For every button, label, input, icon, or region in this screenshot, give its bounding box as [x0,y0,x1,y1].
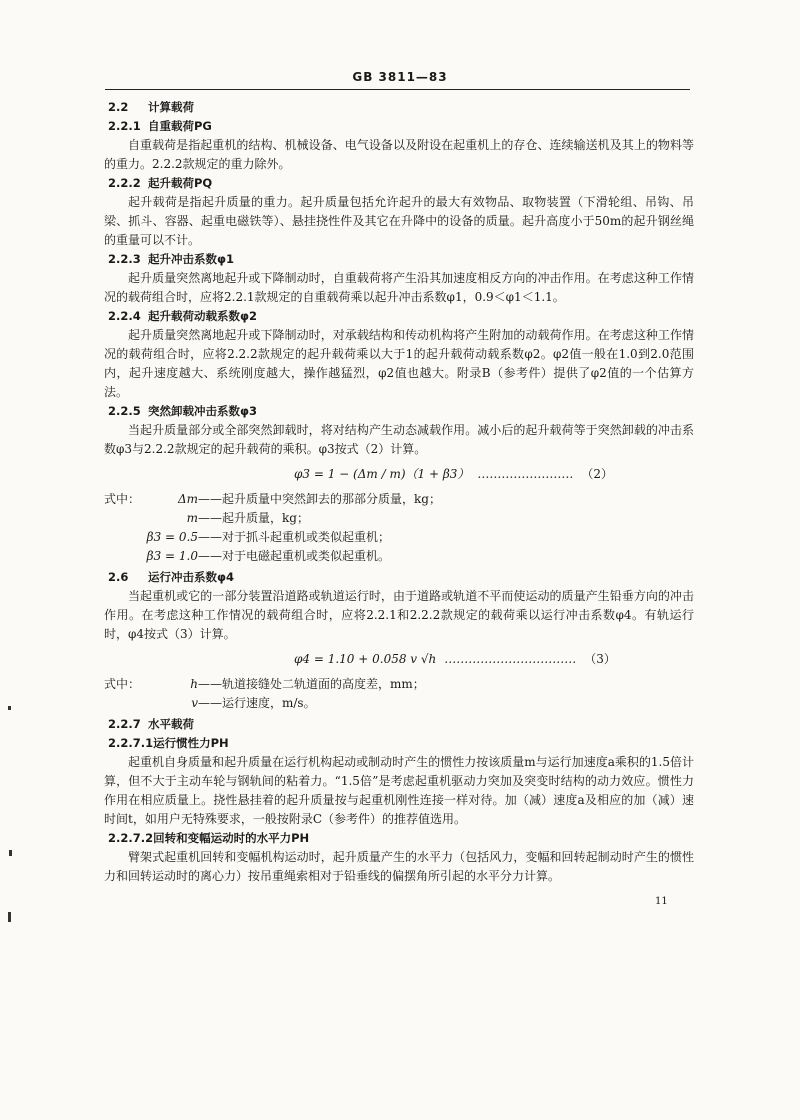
formula-leader-dots: …………………………… [444,652,577,666]
formula-number: （3） [584,652,616,666]
scan-mark [8,706,11,710]
definition-row [104,509,694,528]
section-number: 2.2.3 [108,252,141,266]
paragraph: 起升载荷是指起升质量的重力。起升质量包括允许起升的最大有效物品、取物装置（下滑轮组、吊钩、吊梁、抓斗、容器、起重电磁铁等）、悬挂挠性件及其它在升降中的设备的质量。起升高度小于50m的起升钢丝绳的重量可以不计。 [104,195,694,247]
paragraph: 当起重机或它的一部分装置沿道路或轨道运行时，由于道路或轨道不平而使运动的质量产生铅垂方向的冲击作用。在考虑这种工作情况的载荷组合时，应将2.2.1和2.2.2款规定的载荷乘以运行冲击系数φ4。有轨运行时，φ4按式（3）计算。 [104,589,694,641]
paragraph: 起重机自身质量和起升质量在运行机构起动或制动时产生的惯性力按该质量m与运行加速度a乘积的1.5倍计算，但不大于主动车轮与钢轨间的粘着力。“1.5倍”是考虑起重机驱动力突加及突变时结构的动力效应。惯性力作用在相应质量上。挠性悬挂着的起升质量按与起重机刚性连接一样对待。加（减）速度a及相应的加（减）速时间t，如用户无特殊要求，一般按附录C（参考件）的推荐值选用。 [104,755,694,826]
section-title: 运行冲击系数φ4 [148,570,234,584]
definition-symbol: v [191,696,198,710]
definition-label [104,694,146,713]
paragraph: 当起升质量部分或全部突然卸载时，将对结构产生动态减载作用。减小后的起升载荷等于突然卸载的冲击系数φ3与2.2.2款规定的起升载荷的乘积。φ3按式（2）计算。 [104,423,694,456]
section-number: 2.2.5 [108,404,141,418]
formula-leader-dots: …………………… [477,467,574,481]
definition-text: ——对于电磁起重机或类似起重机。 [198,549,391,563]
definition-symbol: h [190,677,198,691]
section-title: 运行惯性力PH [153,736,229,750]
scan-mark [8,912,11,922]
definition-row [104,675,694,694]
definition-row [104,528,694,547]
definition-label [104,528,146,547]
header-rule [105,89,690,90]
section-title: 回转和变幅运动时的水平力PH [153,831,310,845]
definition-symbol: Δm [177,492,198,506]
definition-row [104,694,694,713]
formula-number: （2） [581,467,614,481]
definition-row [104,547,694,566]
section-number: 2.2 [108,100,129,114]
paragraph: 自重载荷是指起重机的结构、机械设备、电气设备以及附设在起重机上的存仓、连续输送机及其上的物料等的重力。2.2.2款规定的重力除外。 [104,138,694,171]
section-heading [104,734,694,753]
section-title: 起升载荷动载系数φ2 [148,309,257,323]
section-heading [104,117,694,136]
definition-label: 式中： [104,677,141,691]
formula-expression: φ3 = 1 − (Δm / m)（1 + β3） [294,467,470,481]
section-heading [104,307,694,326]
paragraph: 臂架式起重机回转和变幅机构运动时，起升质量产生的水平力（包括风力，变幅和回转起制动时产生的惯性力和回转运动时的离心力）按吊重绳索相对于铅垂线的偏摆角所引起的水平分力计算。 [104,850,694,883]
section-title: 起升载荷PQ [148,176,213,190]
symbol-definitions [104,490,694,566]
section-title: 突然卸载冲击系数φ3 [148,404,257,418]
definition-text: ——轨道接缝处二轨道面的高度差，mm； [198,677,425,691]
document-header: GB 3811—83 [352,70,448,84]
section-heading [104,715,694,734]
section-title: 自重载荷PG [148,119,212,133]
formula [104,650,694,669]
definition-symbol: β3 = 0.5 [146,530,198,544]
formula-expression: φ4 = 1.10 + 0.058 v √h [294,652,437,666]
section-number: 2.2.2 [108,176,141,190]
definition-symbol: β3 = 1.0 [146,549,198,563]
section-title: 计算载荷 [148,100,194,114]
section-title: 水平载荷 [148,717,194,731]
section-heading [104,250,694,269]
definition-text: ——对于抓斗起重机或类似起重机； [198,530,391,544]
definition-text: ——起升质量中突然卸去的那部分质量，kg； [198,492,441,506]
section-number: 2.2.7.2 [108,831,154,845]
section-heading [104,568,694,587]
definition-label [104,547,146,566]
definition-row [104,490,694,509]
paragraph: 起升质量突然离地起升或下降制动时，对承载结构和传动机构将产生附加的动载荷作用。在考虑这种工作情况的载荷组合时，应将2.2.2款规定的起升载荷乘以大于1的起升载荷动载系数φ2。φ2值一般在1.0到2.0范围内，起升速度越大、系统刚度越大，操作越猛烈，φ2值也越大。附录B（参考件）提供了φ2值的一个估算方法。 [104,328,694,399]
scan-mark [9,850,12,856]
section-heading [104,98,694,117]
section-heading [104,174,694,193]
section-title: 起升冲击系数φ1 [148,252,234,266]
symbol-definitions [104,675,694,713]
definition-label [104,509,146,528]
section-number: 2.2.7 [108,717,141,731]
section-number: 2.2.1 [108,119,141,133]
page-number: 11 [655,896,668,907]
section-heading [104,402,694,421]
section-number: 2.2.4 [108,309,141,323]
document-body [104,98,694,886]
definition-label: 式中： [104,492,141,506]
section-heading [104,829,694,848]
section-number: 2.6 [108,570,129,584]
section-number: 2.2.7.1 [108,736,154,750]
definition-symbol: m [186,511,198,525]
paragraph: 起升质量突然离地起升或下降制动时，自重载荷将产生沿其加速度相反方向的冲击作用。在考虑这种工作情况的载荷组合时，应将2.2.1款规定的自重载荷乘以起升冲击系数φ1，0.9＜φ1＜1.1。 [104,271,694,304]
formula [104,465,694,484]
definition-text: ——起升质量，kg； [198,511,309,525]
definition-text: ——运行速度，m/s。 [198,696,316,710]
